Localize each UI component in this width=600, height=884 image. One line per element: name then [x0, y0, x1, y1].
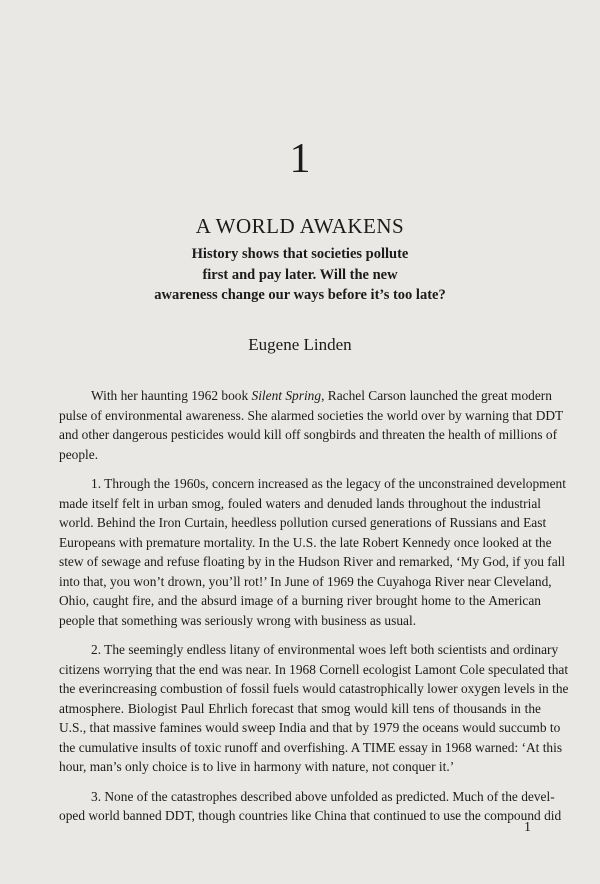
text-line: 1. Through the 1960s, concern increased as the legacy of the unconstrained development	[91, 476, 566, 491]
chapter-title: A WORLD AWAKENS	[195, 214, 405, 238]
text-line: stew of sewage and refuse floating by in the Hudson River and remarked, ‘My God, if you fall	[59, 554, 566, 569]
text-line: hour, man’s only choice is to live in harmony with nature, not conquer it.’	[59, 759, 455, 774]
text-line: and other dangerous pesticides would kill off songbirds and threaten the health of millions of	[59, 427, 558, 442]
page-number: 1	[524, 820, 531, 835]
intro-paragraph	[59, 386, 564, 464]
subtitle-line: History shows that societies pollute	[191, 246, 409, 262]
book-title: Silent Spring	[251, 388, 322, 403]
text-line: oped world banned DDT, though countries like China that continued to use the compound did	[59, 808, 562, 823]
paragraph-3	[59, 787, 562, 826]
text-line: Ohio, caught fire, and the absurd image of a burning river brought home to the American	[59, 593, 541, 608]
chapter-number: 1	[289, 136, 311, 182]
paragraph-1	[59, 474, 566, 630]
text-line: pulse of environmental awareness. She alarmed societies the world over by warning that DDT	[59, 407, 564, 423]
text-line: the everincreasing combustion of fossil fuels would catastrophically lower oxygen levels in the	[59, 681, 569, 696]
chapter-subtitle	[0, 244, 600, 306]
text-line: atmosphere. Biologist Paul Ehrlich forecast that smog would kill tens of thousands in the	[59, 700, 541, 716]
text-line: 3. None of the catastrophes described above unfolded as predicted. Much of the devel-	[91, 788, 555, 804]
text-line: Europeans with premature mortality. In the U.S. the late Robert Kennedy once looked at the	[59, 534, 552, 550]
subtitle-line: awareness change our ways before it’s too late?	[154, 287, 446, 303]
text-line: made itself felt in urban smog, fouled waters and denuded lands throughout the industrial	[59, 495, 541, 511]
text-line: into that, you won’t drown, you’ll rot!’ In June of 1969 the Cuyahoga River near Cleveland,	[59, 573, 552, 589]
text-line: citizens worrying that the end was near. In 1968 Cornell ecologist Lamont Cole speculated that	[59, 661, 569, 677]
text-line: the cumulative insults of toxic runoff and overfishing. A TIME essay in 1968 warned: ‘At this	[59, 739, 563, 755]
author-name: Eugene Linden	[248, 335, 352, 354]
subtitle-line: first and pay later. Will the new	[202, 266, 398, 283]
text-line: world. Behind the Iron Curtain, heedless pollution cursed generations of Russians and East	[59, 515, 547, 530]
text-line: people.	[59, 446, 99, 462]
text-line: 2. The seemingly endless litany of environmental woes left both scientists and ordinary	[91, 642, 559, 657]
article-body	[59, 386, 569, 826]
text-line: people that something was seriously wrong with business as usual.	[59, 612, 417, 628]
paragraph-2	[59, 640, 569, 777]
text-line: With her haunting 1962 book Silent Spring, Rachel Carson launched the great modern	[91, 388, 552, 403]
text-line: U.S., that massive famines would sweep India and that by 1979 the oceans would succumb to	[59, 720, 561, 735]
